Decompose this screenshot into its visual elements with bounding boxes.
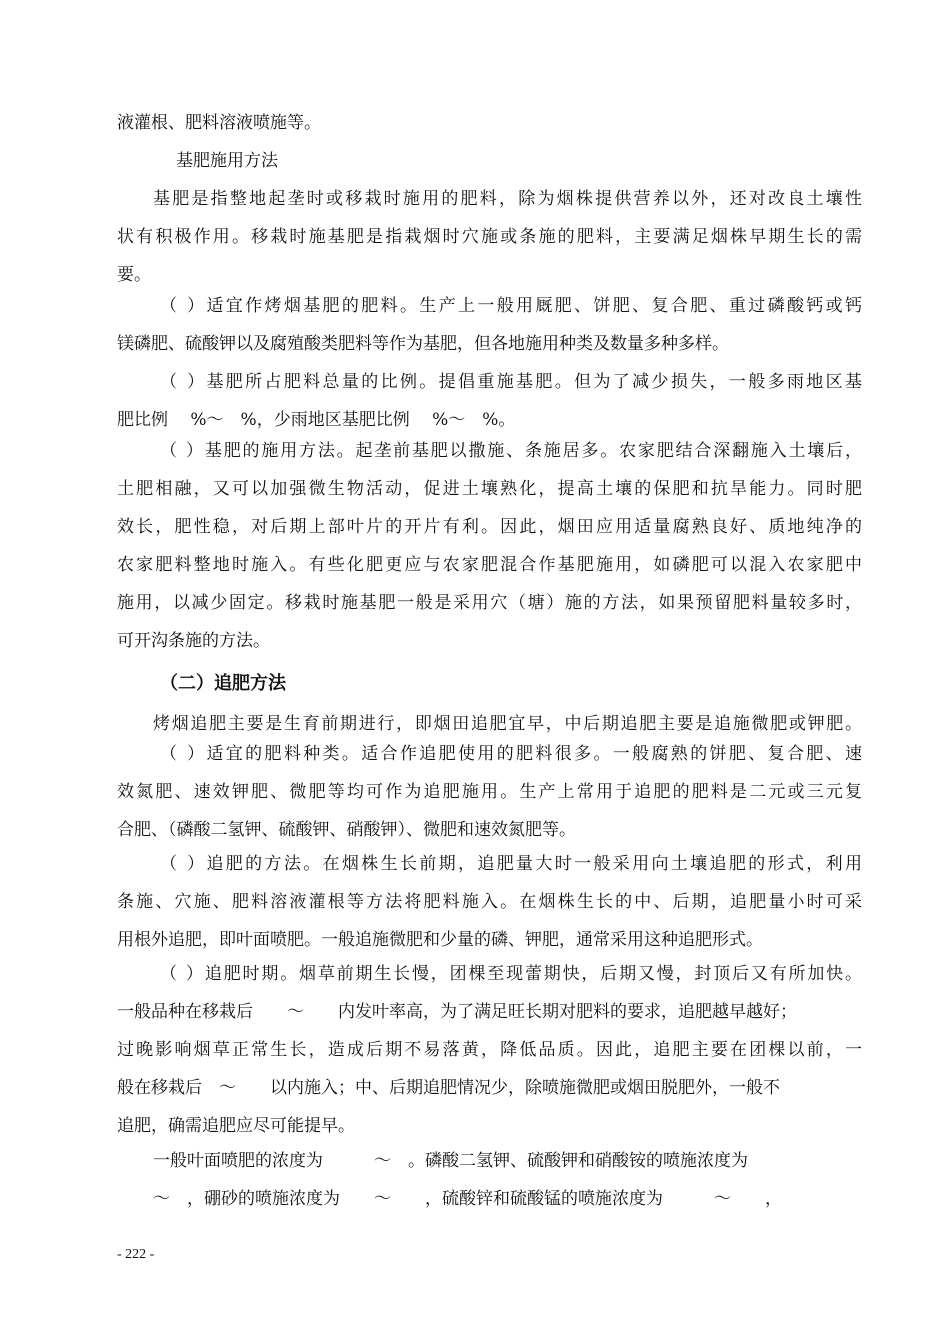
paragraph-line: （ ）追肥的方法。在烟株生长前期，追肥量大时一般采用向土壤追肥的形式，利用 — [160, 854, 862, 874]
section-heading: （二）追肥方法 — [160, 673, 286, 694]
paragraph-line: 基肥是指整地起垄时或移栽时施用的肥料，除为烟株提供营养以外，还对改良土壤性 — [153, 189, 862, 209]
paragraph-line: 一般品种在移栽后 ～ 内发叶率高，为了满足旺长期对肥料的要求，追肥越早越好； — [117, 1002, 797, 1022]
paragraph-line: 施用，以减少固定。移栽时施基肥一般是采用穴（塘）施的方法，如果预留肥料量较多时， — [117, 593, 862, 613]
paragraph-line: （ ）适宜作烤烟基肥的肥料。生产上一般用厩肥、饼肥、复合肥、重过磷酸钙或钙 — [160, 296, 862, 316]
paragraph-line: 般在移栽后 ～ 以内施入；中、后期追肥情况少，除喷施微肥或烟田脱肥外，一般不 — [117, 1078, 780, 1098]
paragraph-line: 用根外追肥，即叶面喷肥。一般追施微肥和少量的磷、钾肥，通常采用这种追肥形式。 — [117, 930, 763, 950]
paragraph-line: （ ）适宜的肥料种类。适合作追肥使用的肥料很多。一般腐熟的饼肥、复合肥、速 — [160, 744, 862, 764]
paragraph-line: 状有积极作用。移栽时施基肥是指栽烟时穴施或条施的肥料，主要满足烟株早期生长的需 — [117, 227, 862, 247]
paragraph-line: （ ）基肥所占肥料总量的比例。提倡重施基肥。但为了减少损失，一般多雨地区基 — [160, 372, 862, 392]
paragraph-line: 要。 — [117, 265, 151, 285]
paragraph-line: 一般叶面喷肥的浓度为 ～ 。磷酸二氢钾、硫酸钾和硝酸铵的喷施浓度为 — [153, 1151, 748, 1171]
paragraph-line: （ ）追肥时期。烟草前期生长慢，团棵至现蕾期快，后期又慢，封顶后又有所加快。 — [160, 964, 862, 984]
paragraph-line: 农家肥料整地时施入。有些化肥更应与农家肥混合作基肥施用，如磷肥可以混入农家肥中 — [117, 555, 862, 575]
subheading-basal-fertilizer: 基肥施用方法 — [176, 151, 278, 171]
paragraph-line: 效氮肥、速效钾肥、微肥等均可作为追肥施用。生产上常用于追肥的肥料是二元或三元复 — [117, 782, 862, 802]
paragraph-line: 肥比例 %～ %，少雨地区基肥比例 %～ %。 — [117, 410, 516, 430]
page-number: - 222 - — [117, 1247, 155, 1262]
paragraph-line: 过晚影响烟草正常生长，造成后期不易落黄，降低品质。因此，追肥主要在团棵以前，一 — [117, 1040, 862, 1060]
paragraph-line: （ ）基肥的施用方法。起垄前基肥以撒施、条施居多。农家肥结合深翻施入土壤后， — [160, 441, 862, 461]
paragraph-line: 土肥相融，又可以加强微生物活动，促进土壤熟化，提高土壤的保肥和抗旱能力。同时肥 — [117, 479, 862, 499]
paragraph-line: 效长，肥性稳，对后期上部叶片的开片有利。因此，烟田应用适量腐熟良好、质地纯净的 — [117, 517, 862, 537]
paragraph-line: ～ ，硼砂的喷施浓度为 ～ ，硫酸锌和硫酸锰的喷施浓度为 ～ ， — [153, 1189, 782, 1209]
paragraph-line: 可开沟条施的方法。 — [117, 631, 270, 651]
paragraph-line: 条施、穴施、肥料溶液灌根等方法将肥料施入。在烟株生长的中、后期，追肥量小时可采 — [117, 892, 862, 912]
paragraph-line: 合肥、（磷酸二氢钾、硫酸钾、硝酸钾）、微肥和速效氮肥等。 — [117, 820, 576, 840]
paragraph-line: 液灌根、肥料溶液喷施等。 — [117, 113, 321, 133]
paragraph-line: 追肥，确需追肥应尽可能提早。 — [117, 1116, 355, 1136]
paragraph-line: 镁磷肥、硫酸钾以及腐殖酸类肥料等作为基肥，但各地施用种类及数量多种多样。 — [117, 334, 729, 354]
paragraph-line: 烤烟追肥主要是生育前期进行，即烟田追肥宜早，中后期追肥主要是追施微肥或钾肥。 — [153, 714, 862, 734]
